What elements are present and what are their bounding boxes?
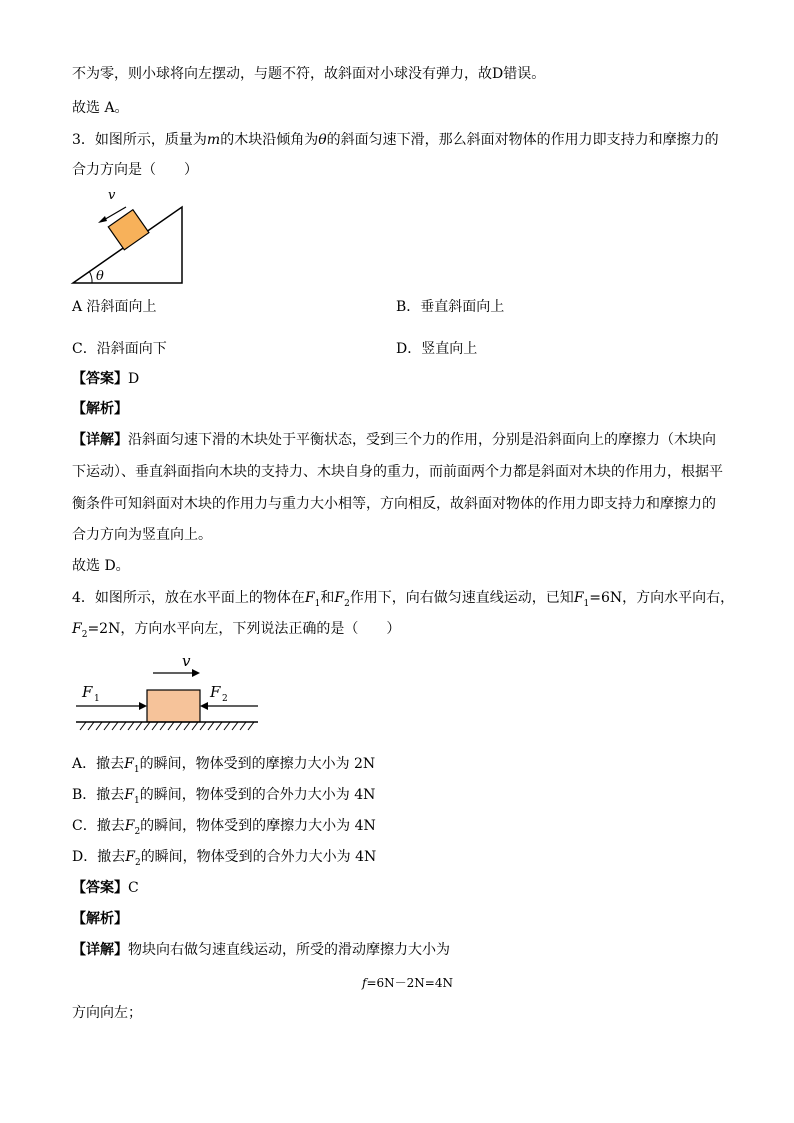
detail-3-line: 合力方向为竖直向上。	[72, 527, 212, 543]
question-4-stem-cont: $F_2=2N$，方向水平向左，下列说法正确的是（ ）	[72, 621, 401, 640]
detail-3-line: 衡条件可知斜面对木块的作用力与重力大小相等，方向相反，故斜面对物体的作用力即支持力和摩擦力的	[72, 496, 716, 512]
question-3-stem: 3．如图所示，质量为m的木块沿倾角为θ的斜面匀速下滑，那么斜面对物体的作用力即支持力和摩擦力的	[72, 132, 719, 148]
text-line: 方向向左；	[72, 1005, 142, 1021]
q3-option-d: D．竖直向上	[396, 341, 478, 357]
f1-subscript: 1	[94, 694, 100, 704]
q4-option-d: D．撤去$F_2$的瞬间，物体受到的合外力大小为 4N	[72, 849, 377, 868]
q3-option-c: C．沿斜面向下	[72, 341, 167, 357]
q3-option-b: B．垂直斜面向上	[396, 299, 505, 315]
analysis-4-heading: 【解析】	[72, 911, 128, 927]
question-4-stem: 4．如图所示，放在水平面上的物体在$F_1$和$F_2$作用下，向右做匀速直线运动，已知$F_1=6N$，方向水平向右，	[72, 590, 735, 609]
f2-subscript: 2	[222, 694, 228, 704]
v-label: v	[182, 652, 191, 670]
v-label: v	[108, 188, 116, 203]
theta-label: θ	[96, 269, 104, 284]
answer-4: 【答案】C	[72, 880, 139, 896]
horizontal-force-figure	[72, 648, 262, 734]
ground-hatching	[80, 722, 254, 730]
text-line: 故选 A。	[72, 100, 129, 116]
equation: f=6N－2N=4N	[362, 976, 453, 990]
f2-label: F	[210, 683, 221, 701]
analysis-3-heading: 【解析】	[72, 401, 128, 417]
q4-option-c: C．撤去$F_2$的瞬间，物体受到的摩擦力大小为 4N	[72, 818, 376, 837]
answer-3: 【答案】D	[72, 371, 140, 387]
wood-block	[108, 210, 149, 250]
q4-option-b: B．撤去$F_1$的瞬间，物体受到的合外力大小为 4N	[72, 787, 376, 806]
block	[147, 690, 200, 722]
incline-figure	[70, 183, 200, 288]
select-3: 故选 D。	[72, 558, 130, 574]
question-3-stem-cont: 合力方向是（ ）	[72, 162, 198, 178]
detail-3-line: 下运动）、垂直斜面指向木块的支持力、木块自身的重力，而前面两个力都是斜面对木块的作用力，根据平	[72, 464, 723, 480]
q4-option-a: A．撤去$F_1$的瞬间，物体受到的摩擦力大小为 2N	[72, 756, 376, 775]
f1-label: F	[82, 683, 93, 701]
detail-3-line: 【详解】沿斜面匀速下滑的木块处于平衡状态，受到三个力的作用，分别是沿斜面向上的摩擦力（木块向	[72, 432, 716, 448]
q3-option-a: A 沿斜面向上	[72, 299, 157, 315]
text-line: 不为零，则小球将向左摆动，与题不符，故斜面对小球没有弹力，故D错误。	[72, 66, 546, 82]
detail-4-line: 【详解】物块向右做匀速直线运动，所受的滑动摩擦力大小为	[72, 942, 450, 958]
